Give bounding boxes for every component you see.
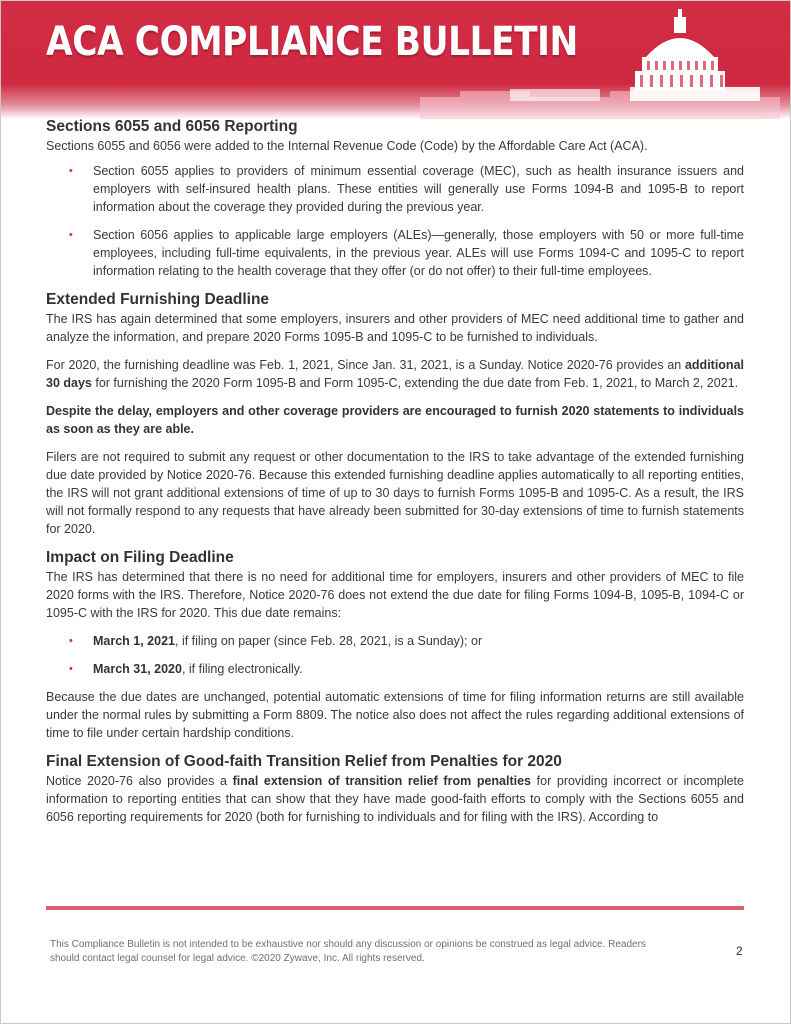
paragraph: The IRS has again determined that some employers, insurers and other providers of MEC need additional time to gather and analyze the information, and prepare 2020 Forms 1095-B and 1095-C to be furnished to individuals.: [46, 312, 744, 344]
list-item: [93, 660, 744, 678]
section-heading: Final Extension of Good-faith Transition Relief from Penalties for 2020: [46, 753, 562, 770]
header-banner: [1, 1, 790, 119]
bulletin-title: ACA COMPLIANCE BULLETIN: [46, 19, 578, 65]
text-run: Notice 2020-76 also provides a: [46, 774, 233, 788]
emphasis-text: additional 30 days: [46, 358, 744, 390]
emphasis-text: March 1, 2021: [93, 634, 175, 648]
paragraph: Filers are not required to submit any request or other documentation to the IRS to take advantage of the extended furnishing due date provided by Notice 2020-76. Because this extended furnishing deadline applies automatically to all reporting entities, the IRS will not grant additional extensions of time of up to 30 days to furnish Forms 1095-B and 1095-C. As a result, the IRS will not formally respond to any requests that have already been submitted for 30-day extensions of time to furnish statements for 2020.: [46, 450, 744, 536]
paragraph: [46, 402, 744, 438]
text-run: for providing incorrect or incomplete information to reporting entities that can show that they have made good-faith efforts to comply with the Sections 6055 and 6056 reporting requirements for 2020 (both for furnishing to individuals and for filing with the IRS). According to: [46, 774, 744, 824]
emphasis-text: March 31, 2020: [93, 662, 182, 676]
section-intro: Sections 6055 and 6056 were added to the Internal Revenue Code (Code) by the Affordable Care Act (ACA).: [46, 139, 648, 153]
footer-disclaimer: This Compliance Bulletin is not intended to be exhaustive nor should any discussion or opinions be construed as legal advice. Readers should contact legal counsel for legal advice. ©2020 Zywave, Inc. All rights reserved.: [50, 939, 646, 964]
text-run: , if filing electronically.: [181, 662, 303, 676]
section-impact-on-filing-deadline: [46, 548, 744, 742]
section-6055-6056-reporting: [46, 117, 744, 280]
paragraph: Because the due dates are unchanged, potential automatic extensions of time for filing information returns are still available under the normal rules by submitting a Form 8809. The notice also does not affect the rules regarding additional extensions of time to file under certain hardship conditions.: [46, 690, 744, 740]
capitol-building-illustration: [420, 5, 780, 119]
bulletin-body: [46, 117, 744, 836]
list-item: • Section 6055 applies to providers of minimum essential coverage (MEC), such as health insurance issuers and employers with self-insured health plans. These entities will generally use Forms 1094-B and 1095-B to report information about the coverage they provided during the previous year.: [93, 162, 744, 216]
section-heading: Extended Furnishing Deadline: [46, 291, 270, 308]
paragraph: [46, 772, 744, 826]
text-run: , if filing on paper (since Feb. 28, 2021, is a Sunday); or: [175, 634, 483, 648]
bullet-list: [46, 632, 744, 678]
paragraph: The IRS has determined that there is no need for additional time for employers, insurers and other providers of MEC to file 2020 forms with the IRS. Therefore, Notice 2020-76 does not extend the due date for filing Forms 1094-B, 1095-B, 1094-C or 1095-C with the IRS for 2020. This due date remains:: [46, 570, 744, 620]
bullet-list: [46, 162, 744, 280]
section-heading: Sections 6055 and 6056 Reporting: [46, 118, 298, 135]
section-heading: Impact on Filing Deadline: [46, 549, 234, 566]
paragraph: [46, 356, 744, 392]
section-extended-furnishing-deadline: [46, 290, 744, 538]
emphasis-text: final extension of transition relief from penalties: [232, 774, 532, 788]
emphasis-text: Despite the delay, employers and other coverage providers are encouraged to furnish 2020 statements to individuals as soon as they are able.: [46, 404, 744, 436]
text-run: For 2020, the furnishing deadline was Feb. 1, 2021, Since Jan. 31, 2021, is a Sunday. Notice 2020-76 provides an: [46, 358, 685, 372]
section-good-faith-transition-relief: [46, 752, 744, 826]
page-number: 2: [736, 944, 743, 958]
list-item: [93, 632, 744, 650]
text-run: for furnishing the 2020 Form 1095-B and Form 1095-C, extending the due date from Feb. 1, 2021, to March 2, 2021.: [91, 376, 739, 390]
footer-divider: [46, 906, 744, 910]
list-item: • Section 6056 applies to applicable large employers (ALEs)—generally, those employers with 50 or more full-time employees, including full-time equivalents, in the previous year. ALEs will use Forms 1094-C and 1095-C to report information relating to the health coverage that they offer (or do not offer) to their full-time employees.: [93, 226, 744, 280]
